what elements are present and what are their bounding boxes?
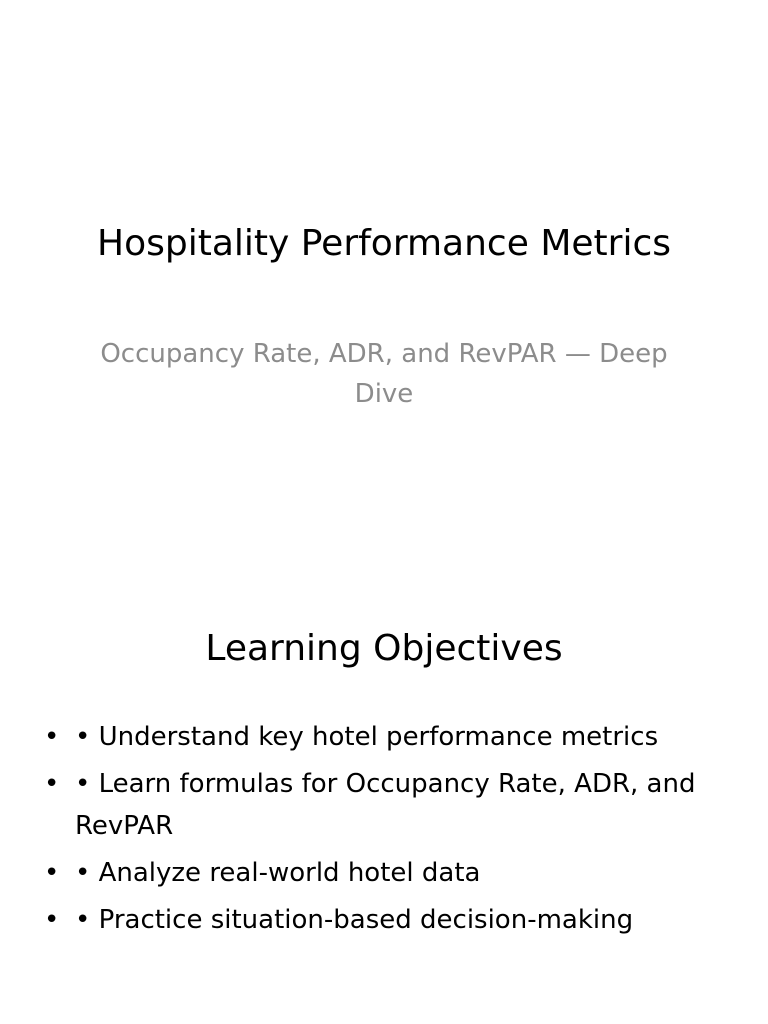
list-item-text: • Learn formulas for Occupancy Rate, ADR, and RevPAR xyxy=(75,769,696,841)
bullet-marker: • xyxy=(44,769,60,799)
bullet-marker: • xyxy=(44,858,60,888)
list-item-text: • Analyze real-world hotel data xyxy=(75,858,481,888)
bullet-marker: • xyxy=(44,905,60,935)
objectives-title: Learning Objectives xyxy=(205,628,563,669)
list-item xyxy=(40,899,720,941)
list-item-text: • Understand key hotel performance metrics xyxy=(75,722,659,752)
objectives-slide xyxy=(0,512,768,1024)
slide-subtitle: Occupancy Rate, ADR, and RevPAR — Deep Dive xyxy=(100,339,668,409)
bullet-marker: • xyxy=(44,722,60,752)
list-item xyxy=(40,716,720,758)
list-item xyxy=(40,852,720,894)
list-item-text: • Practice situation-based decision-making xyxy=(75,905,634,935)
slide-title: Hospitality Performance Metrics xyxy=(97,223,671,264)
objectives-list xyxy=(40,716,720,946)
list-item xyxy=(40,763,720,847)
